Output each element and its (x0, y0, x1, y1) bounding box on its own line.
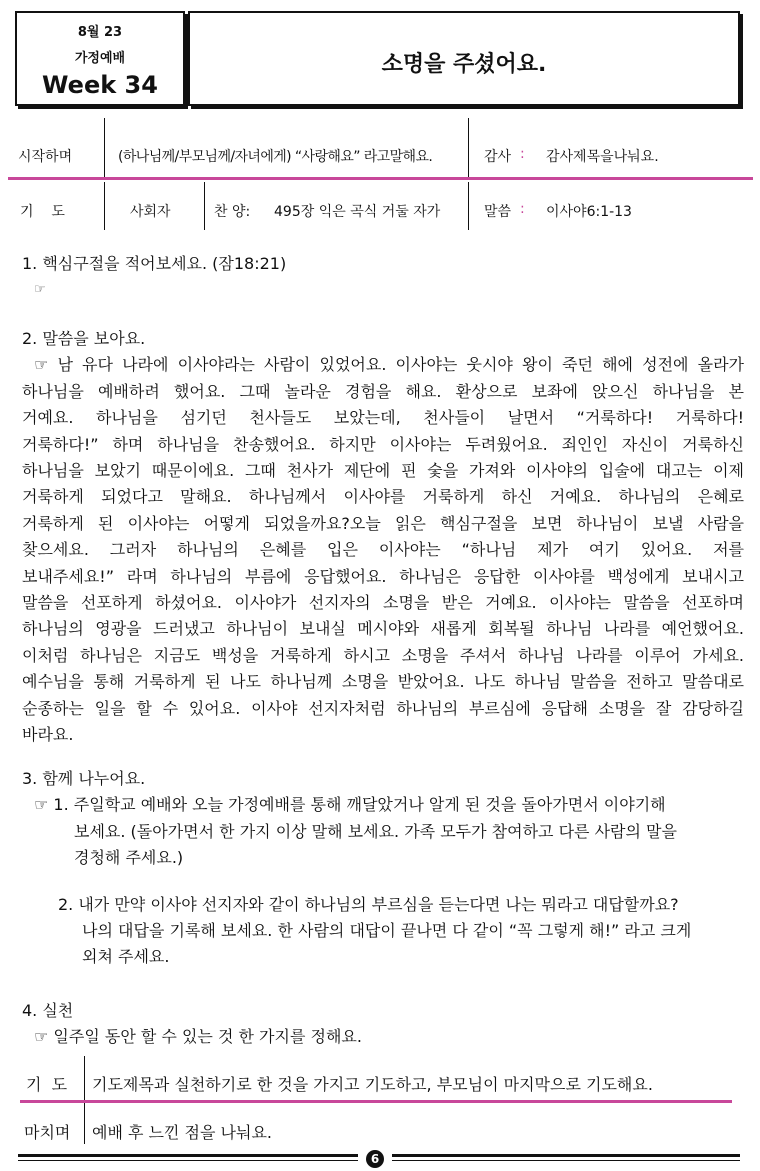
thanks-colon: : (520, 146, 525, 162)
page-number: 6 (366, 1150, 384, 1168)
paragraph-line: 예수님을 통해 거룩하게 된 나도 하나님께 소명을 받았어요. 나도 하나님 말씀을 전하고 말씀대로 (22, 672, 744, 692)
footer-rule (18, 1160, 358, 1161)
divider (204, 182, 205, 230)
section-title: 1. 핵심구절을 적어보세요. (잠18:21) (22, 254, 287, 273)
pointer-icon: ☞ (34, 282, 46, 298)
paragraph-line: 찾으세요. 그러자 하나님의 은혜를 입은 이사야는 “하나님 제가 여기 있어요. 저를 (22, 540, 744, 560)
week-label: Week 34 (42, 71, 158, 99)
paragraph-line: 이처럼 하나님은 지금도 백성을 거룩하게 하시고 소명을 주셔서 하나님 나라를 이루어 가세요. (22, 645, 744, 665)
footer-rule (392, 1154, 740, 1157)
divider (468, 182, 469, 230)
paragraph-line: 거룩하다!” 하며 하나님을 찬송했어요. 하지만 이사야는 두려웠어요. 죄인인 자신이 거룩하신 (22, 434, 744, 454)
footer-rule (18, 1154, 358, 1157)
paragraph-line: 바라요. (22, 725, 74, 745)
section-title: 2. 말씀을 보아요. (22, 329, 146, 348)
thanks-text: 감사제목을나눠요. (546, 149, 659, 165)
date-label: 8월 23 (77, 25, 123, 40)
paragraph-line: 하나님을 보았기 때문이에요. 그때 천사가 제단에 핀 숯을 가져와 이사야의 입술에 대고는 이제 (22, 461, 744, 481)
service-label: 가정예배 (74, 51, 126, 66)
word-colon: : (520, 201, 525, 217)
closing-end-label: 마치며 (24, 1123, 71, 1142)
start-label: 시작하며 (18, 149, 73, 165)
page-title: 소명을 주셨어요. (381, 52, 547, 77)
divider (104, 118, 105, 178)
closing-prayer-label: 기 도 (26, 1075, 68, 1094)
question-line: 2. 내가 만약 이사야 선지자와 같이 하나님의 부르심을 듣는다면 나는 뭐라고 대답할까요? (58, 894, 679, 914)
pink-divider (8, 177, 753, 180)
section-word (22, 326, 744, 749)
prayer-label: 기 도 (20, 204, 65, 220)
thanks-label: 감사 (484, 149, 512, 165)
paragraph-line: 보내주세요!” 라며 하나님의 부름에 응답했어요. 하나님은 응답한 이사야를 백성에게 보내시고 (22, 566, 744, 586)
question-line: 보세요. (돌아가면서 한 가지 이상 말해 보세요. 가족 모두가 참여하고 다른 사람의 말을 (74, 821, 677, 841)
paragraph-line: 하나님의 영광을 드러냈고 하나님이 보내실 메시야와 새롭게 회복될 하나님 나라를 예언했어요. (22, 619, 744, 639)
pink-divider (20, 1100, 732, 1103)
closing-end-text: 예배 후 느낀 점을 나눠요. (92, 1123, 272, 1142)
start-text: (하나님께/부모님께/자녀에게) “사랑해요” 라고말해요. (118, 149, 433, 165)
paragraph-line: 순종하는 일을 할 수 있어요. 이사야 선지자처럼 하나님의 부르심에 응답해 소명을 잘 감당하길 (22, 698, 744, 718)
closing-prayer-text: 기도제목과 실천하기로 한 것을 가지고 기도하고, 부모님이 마지막으로 기도해요. (92, 1075, 653, 1094)
footer-rule (392, 1160, 740, 1161)
question-line: 나의 대답을 기록해 보세요. 한 사람의 대답이 끝나면 다 같이 “꼭 그렇게 해!” 라고 크게 (82, 921, 692, 941)
paragraph-line: 말씀을 선포하게 하셨어요. 이사야가 선지자의 소명을 받은 거예요. 이사야는 말씀을 선포하며 (22, 593, 744, 613)
paragraph-line: 거룩하게 되었다고 말해요. 하나님께서 이사야를 거룩하게 하신 거예요. 하나님의 은혜로 (22, 487, 744, 507)
question-line: ☞ 1. 주일학교 예배와 오늘 가정예배를 통해 깨달았거나 알게 된 것을 돌아가면서 이야기해 (34, 795, 666, 815)
section-title: 4. 실천 (22, 1001, 74, 1020)
hymn-label: 찬 양: (214, 204, 251, 220)
divider (104, 182, 105, 230)
divider (468, 118, 469, 178)
practice-line: ☞ 일주일 동안 할 수 있는 것 한 가지를 정해요. (34, 1027, 362, 1047)
word-text: 이사야6:1-13 (546, 204, 632, 220)
section-title: 3. 함께 나누어요. (22, 769, 146, 788)
week-box (15, 11, 185, 106)
paragraph-line: 거룩하게 된 이사야는 어떻게 되었을까요?오늘 읽은 핵심구절을 보면 하나님이 보낼 사람을 (22, 513, 744, 533)
question-line: 외쳐 주세요. (82, 947, 170, 967)
paragraph-line: ☞ 남 유다 나라에 이사야라는 사람이 있었어요. 이사야는 웃시야 왕이 죽던 해에 성전에 올라가 (34, 355, 744, 375)
section-share (22, 766, 744, 971)
paragraph-line: 거예요. 하나님을 섬기던 천사들도 보았는데, 천사들이 날면서 “거룩하다! 거룩하다! (22, 408, 744, 428)
section-practice (22, 998, 744, 1051)
hymn-text: 495장 익은 곡식 거둘 자가 (274, 204, 441, 220)
section-key-verse (22, 251, 744, 304)
leader-label: 사회자 (130, 204, 171, 220)
question-line: 경청해 주세요.) (74, 848, 184, 868)
word-label: 말씀 (484, 204, 512, 220)
paragraph-line: 하나님을 예배하려 했어요. 그때 놀라운 경험을 해요. 환상으로 보좌에 앉으신 하나님을 본 (22, 381, 744, 401)
title-box (188, 11, 740, 106)
